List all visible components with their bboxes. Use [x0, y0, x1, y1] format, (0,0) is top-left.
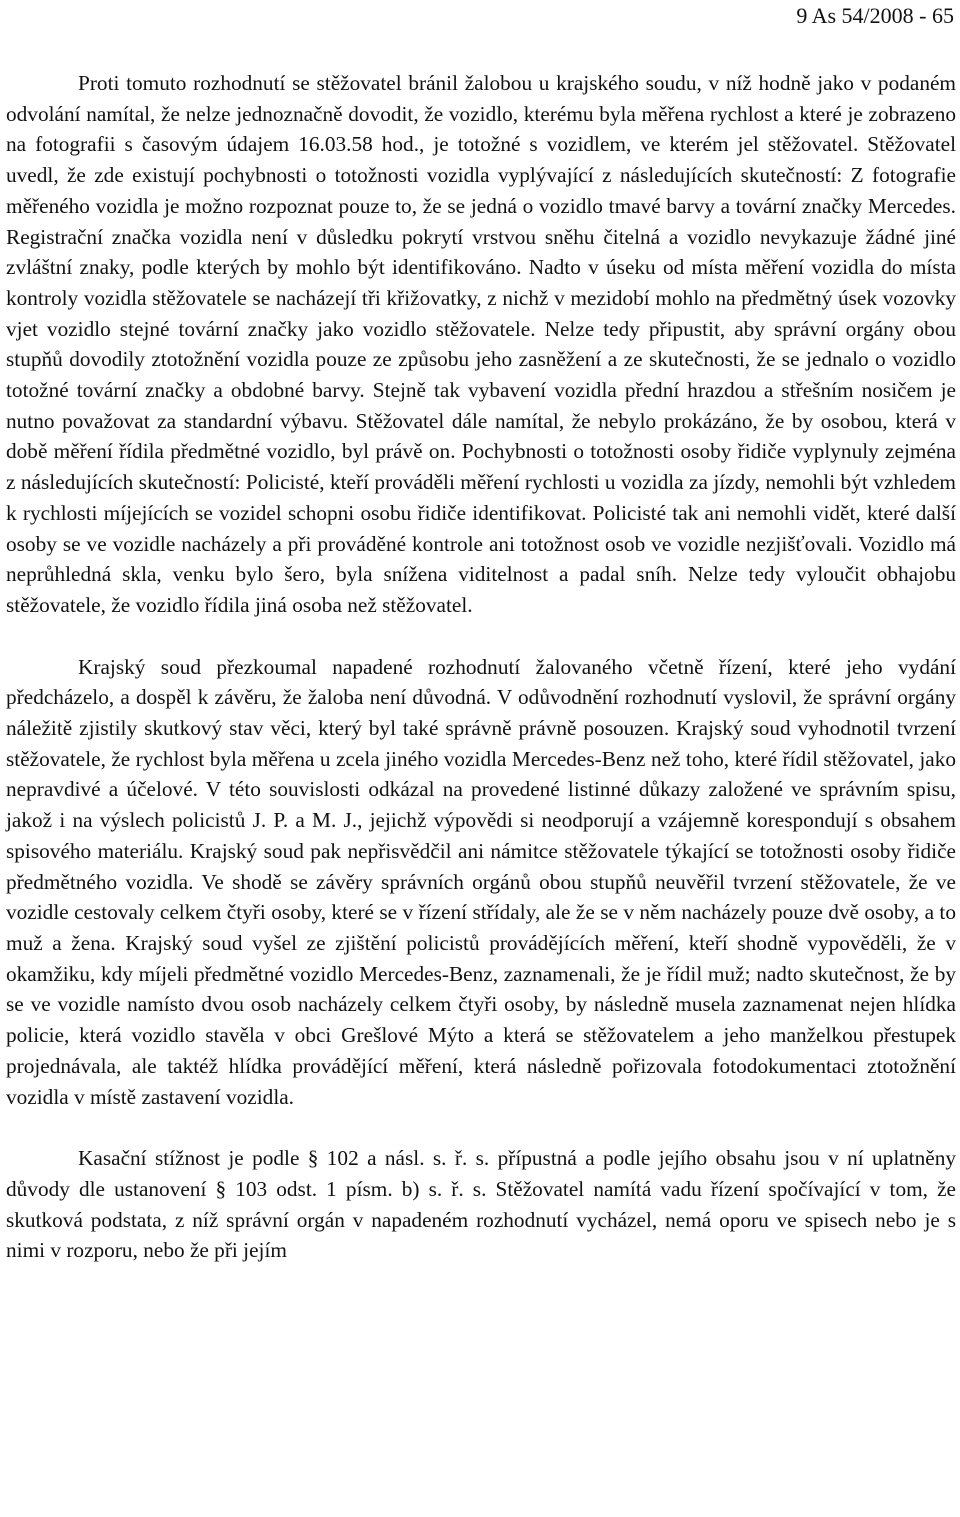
- page-number: 9 As 54/2008 - 65: [796, 3, 954, 28]
- document-body: [6, 68, 956, 1266]
- paragraph-cassation: Kasační stížnost je podle § 102 a násl. s. ř. s. přípustná a podle jejího obsahu jsou v ní uplatněny důvody dle ustanovení § 103 odst. 1 písm. b) s. ř. s. Stěžovatel namítá vadu řízení spočívající v tom, že skutková podstata, z níž správní orgán v napadeném rozhodnutí vycházel, nemá oporu ve spisech nebo je s nimi v rozporu, nebo že při jejím: [6, 1146, 956, 1263]
- paragraph-regional-court: Krajský soud přezkoumal napadené rozhodnutí žalovaného včetně řízení, které jeho vydání předcházelo, a dospěl k závěru, že žaloba není důvodná. V odůvodnění rozhodnutí vyslovil, že správní orgány náležitě zjistily skutkový stav věci, který byl také správně právně posouzen. Krajský soud vyhodnotil tvrzení stěžovatele, že rychlost byla měřena u zcela jiného vozidla Mercedes-Benz než toho, které řídil stěžovatel, jako nepravdivé a účelové. V této souvislosti odkázal na provedené listinné důkazy založené ve správním spisu, jakož i na výslech policistů J. P. a M. J., jejichž výpovědi si neodporují a vzájemně korespondují s obsahem spisového materiálu. Krajský soud pak nepřisvědčil ani námitce stěžovatele týkající se totožnosti osoby řidiče předmětného vozidla. Ve shodě se závěry správních orgánů obou stupňů neuvěřil tvrzení stěžovatele, že ve vozidle cestovaly celkem čtyři osoby, které se v řízení střídaly, ale že se v něm nacházely pouze dvě osoby, a to muž a žena. Krajský soud vyšel ze zjištění policistů provádějících měření, kteří shodně vypověděli, že v okamžiku, kdy míjeli předmětné vozidlo Mercedes-Benz, zaznamenali, že je řídil muž; nadto skutečnost, že by se ve vozidle namísto dvou osob nacházely celkem čtyři osoby, by následně musela zaznamenat nejen hlídka policie, která vozidlo stavěla v obci Grešlové Mýto a která se stěžovatelem a jeho manželkou přestupek projednávala, ale taktéž hlídka provádějící měření, která následně pořizovala fotodokumentaci ztotožnění vozidla v místě zastavení vozidla.: [6, 654, 956, 1109]
- paragraph-objection: Proti tomuto rozhodnutí se stěžovatel bránil žalobou u krajského soudu, v níž hodně jako v podaném odvolání namítal, že nelze jednoznačně dovodit, že vozidlo, kterému byla měřena rychlost a které je zobrazeno na fotografii s časovým údajem 16.03.58 hod., je totožné s vozidlem, ve kterém jel stěžovatel. Stěžovatel uvedl, že zde existují pochybnosti o totožnosti vozidla vyplývající z následujících skutečností: Z fotografie měřeného vozidla je možno rozpoznat pouze to, že se jedná o vozidlo tmavé barvy a tovární značky Mercedes. Registrační značka vozidla není v důsledku pokrytí vrstvou sněhu čitelná a vozidlo nevykazuje žádné jiné zvláštní znaky, podle kterých by mohlo být identifikováno. Nadto v úseku od místa měření vozidla do místa kontroly vozidla stěžovatele se nacházejí tři křižovatky, z nichž v mezidobí mohlo na předmětný úsek vozovky vjet vozidlo stejné tovární značky jako vozidlo stěžovatele. Nelze tedy připustit, aby správní orgány obou stupňů dovodily ztotožnění vozidla pouze ze způsobu jeho zasněžení a ze skutečnosti, že se jednalo o vozidlo totožné tovární značky a obdobné barvy. Stejně tak vybavení vozidla přední hrazdou a střešním nosičem je nutno považovat za standardní výbavu. Stěžovatel dále namítal, že nebylo prokázáno, že by osobou, která v době měření řídila předmětné vozidlo, byl právě on. Pochybnosti o totožnosti osoby řidiče vyplynuly zejména z následujících skutečností: Policisté, kteří prováděli měření rychlosti u vozidla za jízdy, nemohli být vzhledem k rychlosti míjejících se vozidel schopni osobu řidiče identifikovat. Policisté tak ani nemohli vidět, které další osoby se ve vozidle nacházely a při prováděné kontrole ani totožnost osob ve vozidle nezjišťovali. Vozidlo má neprůhledná skla, venku bylo šero, byla snížena viditelnost a padal sníh. Nelze tedy vyloučit obhajobu stěžovatele, že vozidlo řídila jiná osoba než stěžovatel.: [6, 71, 956, 617]
